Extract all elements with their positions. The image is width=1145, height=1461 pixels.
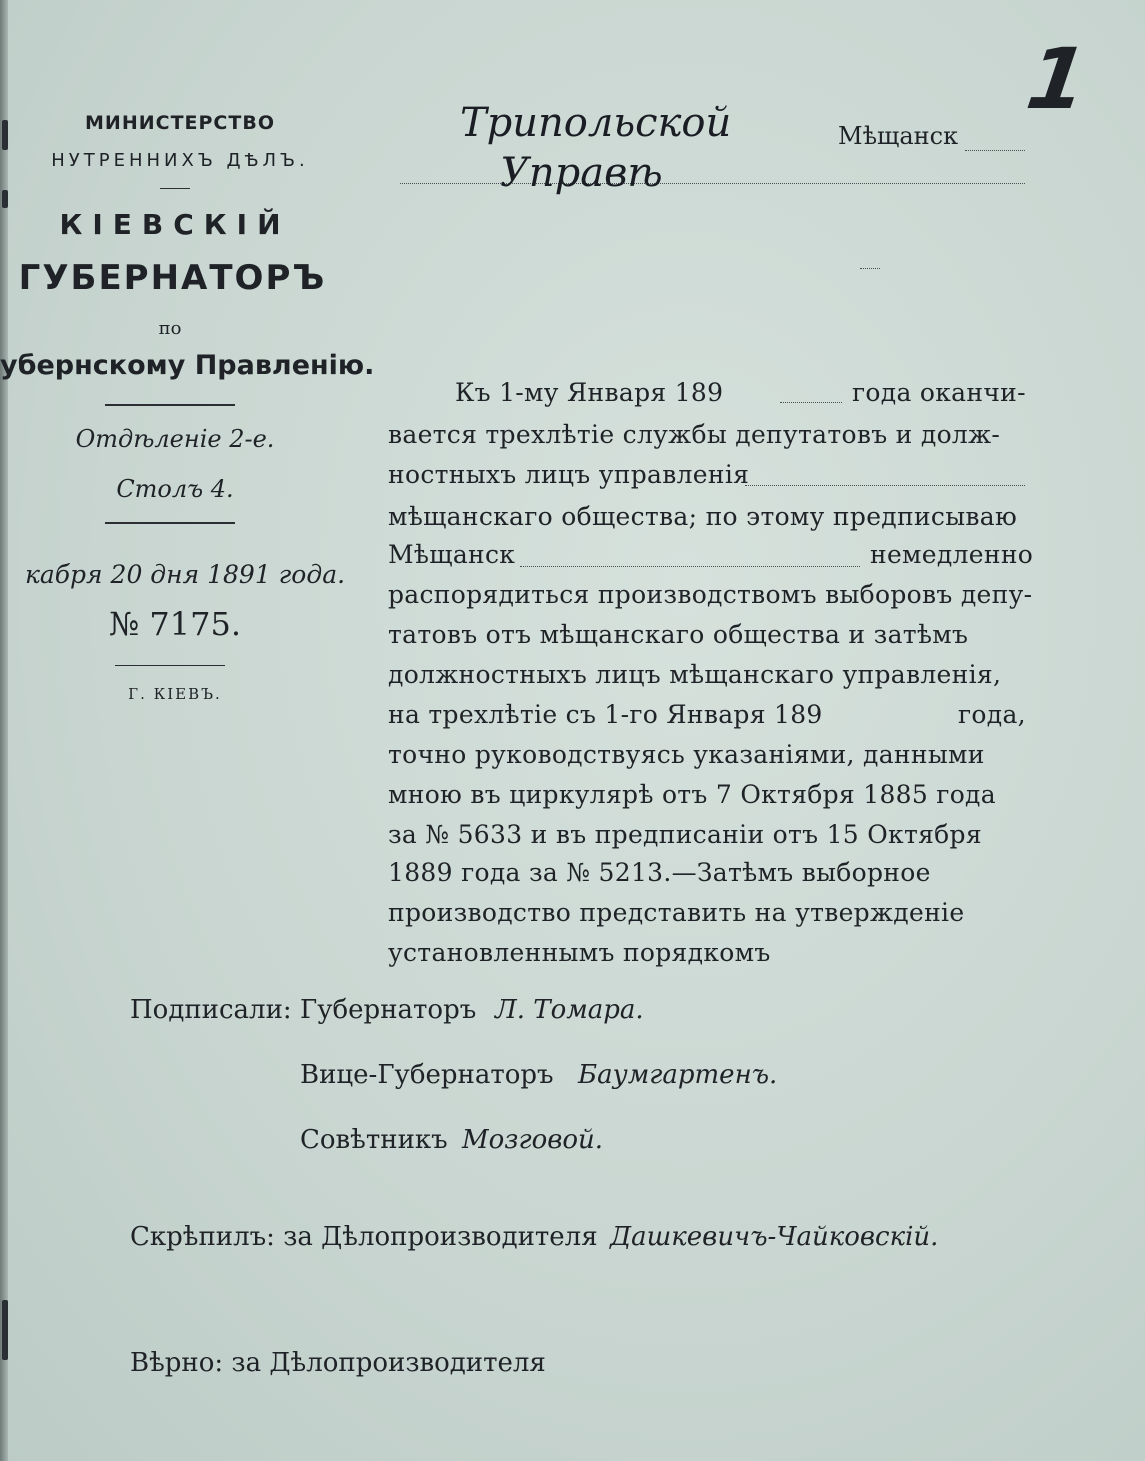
- table-label: Столъ 4.: [116, 475, 234, 503]
- dotted-line: [520, 566, 860, 567]
- sealed-label: Скрѣпилъ: за Дѣлопроизводителя: [130, 1222, 598, 1252]
- kiev-heading: КІЕВСКІЙ: [59, 208, 291, 241]
- city-label: Г. КІЕВЪ.: [128, 685, 222, 703]
- body-line: года оканчи-: [852, 378, 1026, 407]
- ministry-subtitle: НУТРЕННИХЪ ДѢЛЪ.: [51, 150, 309, 171]
- body-line: распорядиться производствомъ выборовъ депу-: [388, 580, 1033, 609]
- body-line: Мѣщанск: [388, 540, 516, 569]
- divider: [105, 522, 235, 524]
- dotted-line: [965, 150, 1025, 151]
- dotted-line: [400, 183, 1025, 184]
- governor-name: Л. Томара.: [495, 995, 644, 1025]
- page-left-edge: [0, 0, 8, 1461]
- body-line: года,: [958, 700, 1026, 729]
- body-line: ностныхъ лицъ управленія: [388, 460, 750, 489]
- divider: [160, 188, 190, 189]
- binding-mark: [2, 190, 8, 208]
- body-line: установленнымъ порядкомъ: [388, 938, 771, 967]
- governor-title: Губернаторъ: [300, 995, 477, 1025]
- divider: [105, 404, 235, 406]
- gubernia-board-heading: убернскому Правленію.: [0, 350, 375, 381]
- body-line: за № 5633 и въ предписаніи отъ 15 Октября: [388, 820, 982, 849]
- body-line: немедленно: [870, 540, 1034, 569]
- binding-mark: [2, 120, 8, 150]
- binding-mark: [2, 1300, 8, 1360]
- dotted-line: [860, 268, 880, 269]
- governor-heading: ГУБЕРНАТОРЪ: [18, 258, 327, 298]
- page-number: 1: [1021, 30, 1094, 128]
- body-line: мною въ циркулярѣ отъ 7 Октября 1885 года: [388, 780, 996, 809]
- councillor-title: Совѣтникъ: [300, 1125, 448, 1155]
- dotted-line: [780, 402, 842, 403]
- councillor-name: Мозговой.: [462, 1125, 604, 1155]
- body-line: производство представить на утвержденіе: [388, 898, 965, 927]
- body-line: татовъ отъ мѣщанскаго общества и затѣмъ: [388, 620, 969, 649]
- true-copy-label: Вѣрно: за Дѣлопроизводителя: [130, 1348, 546, 1378]
- ministry-title: МИНИСТЕРСТВО: [85, 112, 275, 134]
- body-line: Къ 1-му Января 189: [455, 378, 724, 407]
- body-line: вается трехлѣтіе службы депутатовъ и долж-: [388, 420, 1001, 449]
- document-number: № 7175.: [108, 605, 242, 643]
- divider: [115, 665, 225, 666]
- signed-label: Подписали:: [130, 995, 292, 1025]
- addressee-handwritten-1: Трипольской: [460, 100, 732, 146]
- body-line: точно руководствуясь указаніями, данными: [388, 740, 985, 769]
- vice-governor-name: Баумгартенъ.: [578, 1060, 778, 1090]
- document-date: кабря 20 дня 1891 года.: [24, 560, 346, 589]
- sealed-name: Дашкевичъ-Чайковскій.: [610, 1222, 939, 1252]
- addressee-handwritten-2: Управѣ: [500, 150, 663, 196]
- body-line: на трехлѣтіе съ 1-го Января 189: [388, 700, 823, 729]
- dotted-line: [745, 485, 1025, 486]
- body-line: мѣщанскаго общества; по этому предписываю: [388, 502, 1018, 531]
- addressee-printed: Мѣщанск: [838, 122, 959, 150]
- body-line: должностныхъ лицъ мѣщанскаго управленія,: [388, 660, 1002, 689]
- vice-governor-title: Вице-Губернаторъ: [300, 1060, 554, 1090]
- body-line: 1889 года за № 5213.—Затѣмъ выборное: [388, 858, 931, 887]
- po-word: по: [158, 318, 182, 339]
- department-label: Отдѣленіе 2-е.: [75, 425, 275, 453]
